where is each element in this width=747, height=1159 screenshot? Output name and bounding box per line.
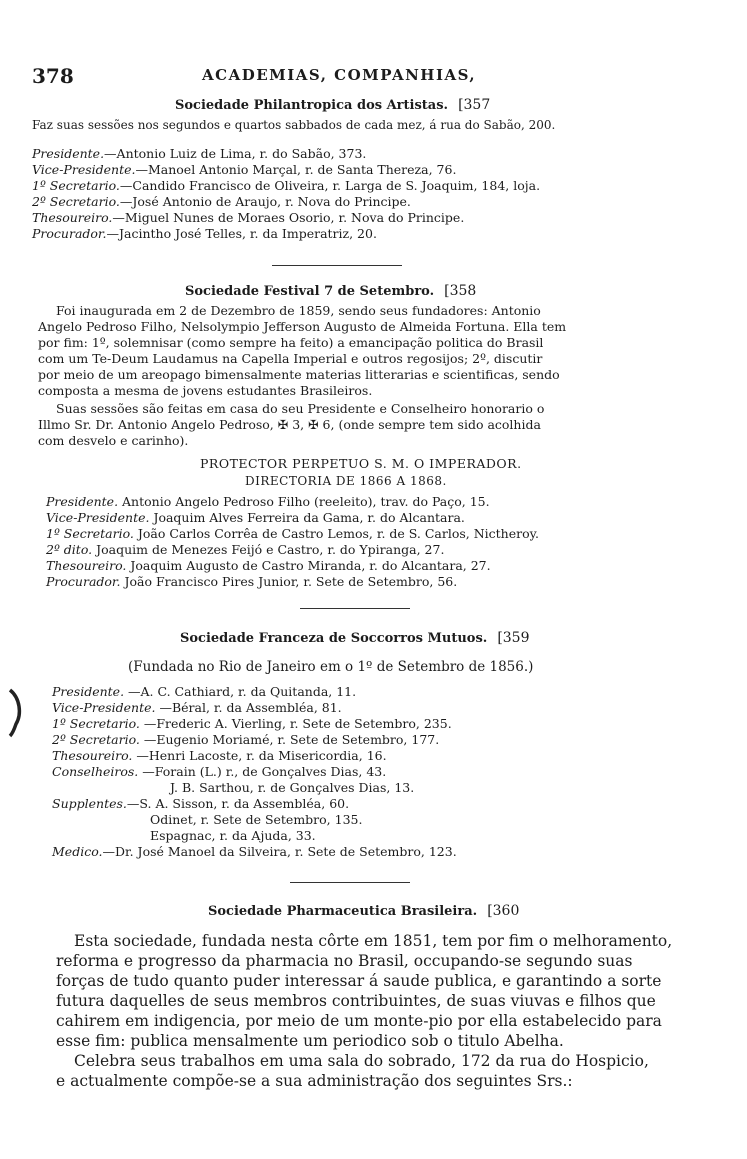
directory-line: DIRECTORIA DE 1866 A 1868. (245, 474, 447, 488)
section-divider (272, 265, 402, 266)
section-title-text: Sociedade Festival 7 de Setembro. (185, 284, 435, 299)
officer-line (52, 748, 387, 763)
officer-line (46, 510, 465, 525)
officer-line (150, 812, 362, 827)
section-divider (290, 882, 410, 883)
paragraph-line: futura daquelles de seus membros contribuintes, de suas viuvas e filhos que (56, 992, 656, 1010)
officer-line (46, 494, 490, 509)
officer-text: —A. C. Cathiard, r. da Quitanda, 11. (124, 684, 357, 699)
officer-text: —Candido Francisco de Oliveira, r. Larga de S. Joaquim, 184, loja. (119, 178, 541, 193)
officer-role: 1º Secretario. (52, 716, 140, 731)
officer-role: 2º Secretario. (32, 194, 120, 209)
officer-line (52, 844, 457, 859)
section-number: [358 (444, 283, 477, 299)
officer-text: Odinet, r. Sete de Setembro, 135. (150, 812, 363, 827)
officer-text: Joaquim Alves Ferreira da Gama, r. do Alcantara. (149, 510, 465, 525)
officer-role: Thesoureiro. (32, 210, 113, 225)
section-title-text: Sociedade Franceza de Soccorros Mutuos. (180, 631, 488, 646)
officer-line (32, 194, 411, 209)
paragraph-line: Foi inaugurada em 2 de Dezembro de 1859, sendo seus fundadores: Antonio (56, 303, 541, 318)
officer-line (52, 732, 439, 747)
paragraph-line: por fim: 1º, solemnisar (como sempre ha feito) a emancipação politica do Brasil (38, 335, 544, 350)
section-divider (300, 608, 410, 609)
officer-text: João Carlos Corrêa de Castro Lemos, r. de S. Carlos, Nictheroy. (133, 526, 539, 541)
officer-role: 2º dito. (46, 542, 93, 557)
section-title-text: Sociedade Philantropica dos Artistas. (175, 98, 449, 113)
officer-text: —Frederic A. Vierling, r. Sete de Setembro, 235. (139, 716, 452, 731)
paragraph-line: Suas sessões são feitas em casa do seu Presidente e Conselheiro honorario o (56, 401, 545, 416)
officer-line (32, 178, 540, 193)
officer-text: —Antonio Luiz de Lima, r. do Sabão, 373. (104, 146, 367, 161)
paragraph-line: com desvelo e carinho). (38, 433, 189, 448)
officer-line (32, 162, 456, 177)
officer-text: —S. A. Sisson, r. da Assembléa, 60. (126, 796, 350, 811)
protector-line: PROTECTOR PERPETUO S. M. O IMPERADOR. (200, 456, 522, 471)
paragraph-line: por meio de um areopago bimensalmente materias litterarias e scientificas, sendo (38, 367, 560, 382)
section-title (185, 283, 476, 299)
officer-text: —Eugenio Moriamé, r. Sete de Setembro, 177. (139, 732, 440, 747)
officer-role: 1º Secretario. (46, 526, 134, 541)
officer-role: Presidente. (52, 684, 125, 699)
running-title: ACADEMIAS, COMPANHIAS, (202, 66, 477, 84)
officer-line (32, 226, 377, 241)
officer-line (52, 764, 386, 779)
officer-role: Presidente. (46, 494, 119, 509)
section-number: [357 (458, 97, 491, 113)
officer-text: Joaquim Augusto de Castro Miranda, r. do Alcantara, 27. (126, 558, 491, 573)
officer-role: Procurador. (32, 226, 107, 241)
officer-role: Vice-Presidente. (46, 510, 150, 525)
officer-line (32, 210, 464, 225)
officer-line (52, 700, 342, 715)
officer-text: —José Antonio de Araujo, r. Nova do Principe. (119, 194, 411, 209)
section-title (208, 903, 519, 919)
officer-line (52, 684, 356, 699)
officer-role: Thesoureiro. (52, 748, 133, 763)
page-header (32, 64, 692, 86)
officer-line (32, 146, 366, 161)
officer-role: Procurador. (46, 574, 121, 589)
officer-line (52, 796, 349, 811)
paragraph-line: e actualmente compõe-se a sua administração dos seguintes Srs.: (56, 1072, 573, 1090)
officer-line (52, 716, 452, 731)
section-subtitle: (Fundada no Rio de Janeiro em o 1º de Setembro de 1856.) (128, 659, 534, 675)
margin-bracket-mark (6, 688, 24, 738)
officer-role: Vice-Presidente. (52, 700, 156, 715)
officer-text: —Miguel Nunes de Moraes Osorio, r. Nova do Principe. (112, 210, 465, 225)
officer-role: Conselheiros. (52, 764, 139, 779)
officer-line (46, 526, 539, 541)
paragraph-line: Angelo Pedroso Filho, Nelsolympio Jefferson Augusto de Almeida Fortuna. Ella tem (38, 319, 567, 334)
officer-text: —Forain (L.) r., de Gonçalves Dias, 43. (138, 764, 387, 779)
section-number: [360 (487, 903, 520, 919)
officer-text: Antonio Angelo Pedroso Filho (reeleito), trav. do Paço, 15. (118, 494, 490, 509)
paragraph-line: forças de tudo quanto puder interessar á saude publica, e garantindo a sorte (56, 972, 662, 990)
officer-text: João Francisco Pires Junior, r. Sete de Setembro, 56. (120, 574, 458, 589)
officer-line (46, 542, 444, 557)
officer-role: Presidente. (32, 146, 105, 161)
officer-role: Medico. (52, 844, 103, 859)
officer-role: 1º Secretario. (32, 178, 120, 193)
paragraph-line: Esta sociedade, fundada nesta côrte em 1851, tem por fim o melhoramento, (74, 932, 673, 950)
officer-text: —Henri Lacoste, r. da Misericordia, 16. (132, 748, 387, 763)
paragraph-line: esse fim: publica mensalmente um periodico sob o titulo Abelha. (56, 1032, 564, 1050)
officer-role: 2º Secretario. (52, 732, 140, 747)
officer-text: —Béral, r. da Assembléa, 81. (155, 700, 342, 715)
paragraph-line: reforma e progresso da pharmacia no Brasil, occupando-se segundo suas (56, 952, 633, 970)
officer-text: Espagnac, r. da Ajuda, 33. (150, 828, 316, 843)
officer-line (46, 574, 457, 589)
officer-text: —Manoel Antonio Marçal, r. de Santa Thereza, 76. (135, 162, 457, 177)
officer-line (150, 828, 316, 843)
officer-role: Thesoureiro. (46, 558, 127, 573)
paragraph-line: cahirem em indigencia, por meio de um monte-pio por ella estabelecido para (56, 1012, 662, 1030)
section-title (175, 97, 490, 113)
officer-text: Joaquim de Menezes Feijó e Castro, r. do Ypiranga, 27. (92, 542, 445, 557)
officer-line (170, 780, 414, 795)
paragraph-line: Illmo Sr. Dr. Antonio Angelo Pedroso, ✠ 3, ✠ 6, (onde sempre tem sido acolhida (38, 417, 541, 432)
officer-text: —Jacintho José Telles, r. da Imperatriz, 20. (106, 226, 377, 241)
paragraph-line: composta a mesma de jovens estudantes Brasileiros. (38, 383, 373, 398)
paragraph-line: com um Te-Deum Laudamus na Capella Imperial e outros regosijos; 2º, discutir (38, 351, 543, 366)
officer-text: J. B. Sarthou, r. de Gonçalves Dias, 13. (170, 780, 415, 795)
page-number: 378 (32, 64, 74, 88)
section-intro: Faz suas sessões nos segundos e quartos sabbados de cada mez, á rua do Sabão, 200. (32, 118, 556, 132)
officer-line (46, 558, 491, 573)
section-number: [359 (497, 630, 530, 646)
officer-text: —Dr. José Manoel da Silveira, r. Sete de Setembro, 123. (102, 844, 457, 859)
officer-role: Supplentes. (52, 796, 127, 811)
paragraph-line: Celebra seus trabalhos em uma sala do sobrado, 172 da rua do Hospicio, (74, 1052, 649, 1070)
officer-role: Vice-Presidente. (32, 162, 136, 177)
section-title-text: Sociedade Pharmaceutica Brasileira. (208, 904, 478, 919)
section-title (180, 630, 530, 646)
